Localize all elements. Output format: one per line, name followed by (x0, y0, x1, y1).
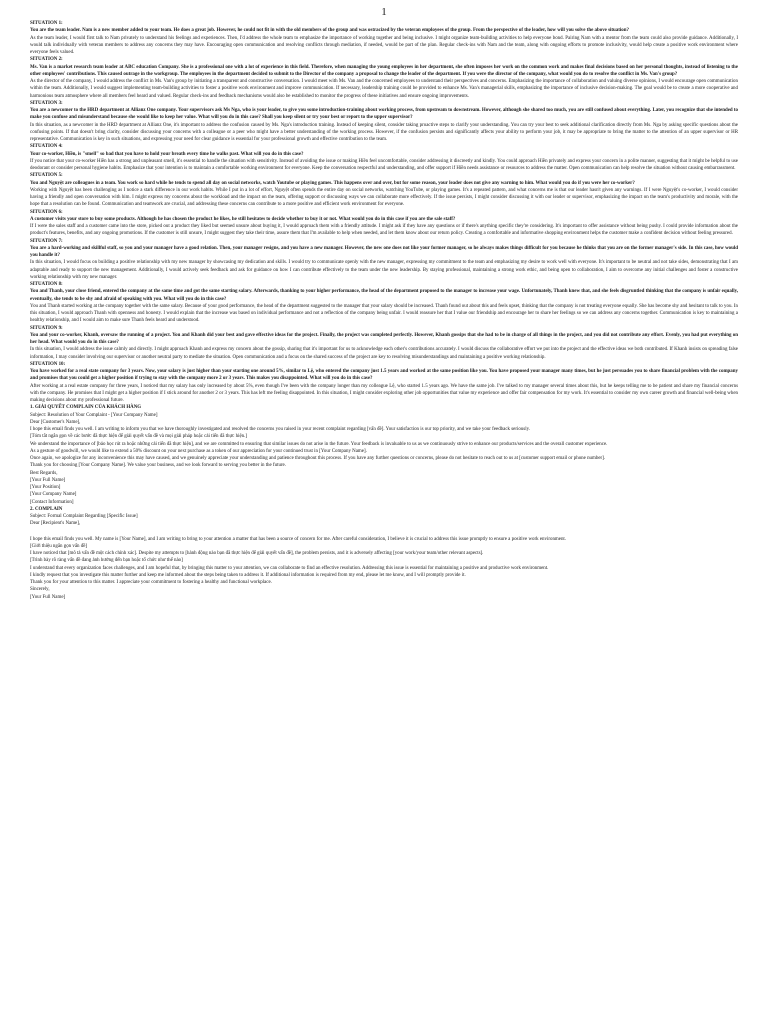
letter-line: Dear [Recipient's Name], (30, 521, 81, 527)
situation-question: You are a newcomer to the HRD department at Allianz One company. Your supervisors ask Ms Nga, who is your leader, to give you some introduction-training about working process, from upstream to downstream. However, although she shared too much, you are still confused about everything. Later, you recognize that she intended to make you confuse and misunderstand because she would like to keep her value. What will you do in this case? Shall you keep silent or try your best or report to the upper supervisor? (30, 108, 738, 121)
situation-heading: SITUATION 6: (30, 209, 63, 215)
situation-question: Ms. Van is a market research team leader at ABC education Company. She is a professional one with a lot of experience in this field. Therefore, when managing the young employees in her department, she often imposes her work on the common work and makes final decisions based on her personal thoughts, instead of listening to the other employees' contributions. This caused outrage in the workgroup. The employees in the department decided to submit to the Director of the company a proposal to change the leader of the department. If you were the director of the company, what would you do to resolve the conflict in Ms. Van's group? (30, 64, 738, 77)
situation-block (30, 361, 738, 405)
situation-question: A customer visits your store to buy some products. Although he has chosen the product he likes, he still hesitates to decide whether to buy it or not. What would you do in this case if you are the sale staff? (30, 216, 456, 222)
situation-question: You and your co-worker, Khanh, oversaw the running of a project. You and Khanh did your best and gave effective ideas for the project. Finally, the project was completed perfectly. However, Khanh gossips that she had to be in charge of all things in the project, and you did not contribute any effort. Evenly, you had put everything on her head. What would you do in this case? (30, 332, 738, 345)
letter-line: [Tóm tắt ngắn gọn về các bước đã thực hiện để giải quyết vấn đề và mọi giải pháp hoặc cải tiến đã thực hiện.] (30, 434, 247, 440)
letter-line: I hope this email finds you well. I am writing to inform you that we have thoroughly investigated and resolved the concerns you raised in your recent complaint regarding [vấn đề]. Your satisfaction is our top priority, and we take your feedback seriously. (30, 427, 530, 432)
letter-customer-complaint-resolution (30, 404, 738, 506)
letter-line: Subject: Resolution of Your Complaint - [Your Company Name] (30, 412, 158, 418)
letter-line: [Your Position] (30, 485, 61, 490)
situation-answer: Working with Nguyệt has been challenging as I notice a stark difference in our work habits. While I put in a lot of effort, Nguyệt often spends the entire day on social networks, watching YouTube, or playing games. It's a repeated pattern, and what concerns me is that our leader hasn't given any warnings. If I were Nguyệt's co-worker, I would consider having a friendly and open conversation with him. I might express my concerns about the workload and the impact on the team, offering support or discussing ways we can collaborate more effectively. If the issue persists, I might consider discussing it with our leader or supervisor, emphasizing the impact on the team's productivity and morale, with the hope that a resolution can be found. Communication and teamwork are crucial, and addressing these concerns can contribute to a more positive and efficient work environment for everyone. (30, 187, 738, 208)
situation-heading: SITUATION 5: (30, 173, 63, 179)
situation-block (30, 209, 738, 238)
situation-answer: In this situation, as a newcomer in the HRD department at Allianz One, it's important to address the confusion caused by Ms. Nga's introduction training. Instead of keeping silent, consider taking proactive steps to clarify your understanding. You can try your best to seek additional clarification directly from Ms. Nga by asking specific questions about the confusing points. If that doesn't bring clarity, consider discussing your concerns with a colleague or a peer who might have a better understanding of the working process. However, if the confusion persists and significantly affects your ability to perform your job, it may be appropriate to bring the matter to the attention of an upper supervisor or HR representative. Communication is key in such situations, and expressing your need for clear guidance is essential for your professional growth and effective contribution to the team. (30, 122, 738, 142)
letter1-body (30, 412, 738, 506)
situation-heading: SITUATION 3: (30, 100, 63, 106)
situation-answer: If I were the sales staff and a customer came into the store, picked out a product they liked but seemed unsure about buying it, I would approach them with a friendly attitude. I might ask if they have any questions or if there's anything specific they're considering. It's important to offer assistance without being pushy. I could provide information about the product's features, benefits, and any ongoing promotions. If the customer is still unsure, I might suggest they take their time, assure them that I'm available to help when needed, and let them know about our return policy. Creating a comfortable and informative shopping environment helps the customer make a confident decision without feeling pressured. (30, 224, 738, 237)
situation-answer: After working at a real estate company for three years, I noticed that my salary has only increased by about 5%, even though I've been with the company longer than my colleague Lệ, who started 1.5 years ago. We have the same job. I've talked to my manager several times about this, but he keeps telling me to be patient and share my financial concerns with the company. He promises that I might get a higher position if I stick around for another 2 or 3 years. This has left me feeling disappointed. In this situation, I might consider exploring other job opportunities that value my experience and offer fair compensation for my work. It's essential to consider my own career growth and financial well-being when making decisions about my professional future. (30, 383, 738, 403)
situation-block (30, 100, 738, 144)
letter-line: [Your Full Name] (30, 594, 66, 600)
situation-question: You are the team leader. Nam is a new member added to your team. He does a great job. However, he could not fit in with the old members of the group and was ostracized by the veteran employees of the group. From the perspective of the leader, how will you solve the above situation? (30, 28, 629, 34)
situation-heading: SITUATION 1: (30, 21, 63, 26)
letter-line: Once again, we apologize for any inconvenience this may have caused, and we genuinely appreciate your understanding and patience throughout this process. If you have any further questions or concerns, please do not hesitate to reach out to us at [customer support email or phone number]. (30, 456, 606, 461)
letter-line: [Contact Information] (30, 499, 74, 505)
situation-question: You and Nguyệt are colleagues in a team. You work so hard while he tends to spend all day on social networks, watch Youtube or playing games. This happens over and over, but for some reason, your leader does not give any warning to him. What would you do if you were her co-worker? (30, 180, 635, 186)
letter-line: Thank you for choosing [Your Company Name]. We value your business, and we look forward to serving you better in the future. (30, 463, 286, 469)
situation-answer: If you notice that your co-worker Hiền has a strong and unpleasant smell, it's essential to handle the situation with sensitivity. Instead of avoiding the issue or making Hiền feel uncomfortable, consider addressing it discreetly and kindly. You could approach Hiền privately and express your concern in a polite manner, suggesting that it might be helpful to use deodorant or consider personal hygiene habits. Emphasize that your intention is to maintain a comfortable working environment for everyone. Keep the conversation respectful and understanding, and offer support if Hiền needs assistance or resources to address the matter. Open communication can help resolve the situation without causing embarrassment. (30, 158, 738, 171)
situation-answer: In this situation, I would address the issue calmly and directly. I might approach Khanh and express my concern about the gossip, sharing that it's important for us to acknowledge each other's contributions accurately. I would discuss the collaborative effort we put into the project and the effective ideas we both contributed. If Khanh insists on spreading false information, I may consider involving our supervisor or another neutral party to mediate the situation. Open communication and a focus on the shared success of the project are key to resolving misunderstandings and maintaining a positive working relationship. (30, 347, 738, 360)
letter-line: I hope this email finds you well. My name is [Your Name], and I am writing to bring to your attention a matter that has been a source of concern for me. After careful consideration, I believe it is crucial to address this issue promptly to ensure a positive work environment. (30, 536, 567, 542)
letter-line: Dear [Customer's Name], (30, 419, 81, 425)
letter2-heading: 2. COMPLAIN (30, 506, 63, 512)
situation-block (30, 281, 738, 325)
letter-line: Sincerely, (30, 587, 50, 593)
situation-block (30, 325, 738, 361)
letter1-heading: 1. GIẢI QUYẾT COMPLAIN CỦA KHÁCH HÀNG (30, 405, 142, 411)
letter2-header-lines (30, 513, 738, 528)
situation-block (30, 143, 738, 172)
situation-question: Your co-worker, Hiền, is "smell" so bad that you have to hold your breath every time he walks past. What will you do in this case? (30, 151, 304, 157)
letter-line: [Your Company Name] (30, 492, 77, 498)
letter-line: Subject: Formal Complaint Regarding [Specific Issue] (30, 514, 138, 519)
letter-line: [Your Full Name] (30, 477, 66, 483)
letter-formal-complaint (30, 506, 738, 601)
letter-line: Best Regards, (30, 470, 58, 476)
situation-block (30, 172, 738, 208)
letter-line: I kindly request that you investigate this matter further and keep me informed about the steps being taken to address it. If additional information is required from my end, please let me know, and I will promptly provide it. (30, 572, 466, 578)
letter-line: Thank you for your attention to this matter. I appreciate your commitment to fostering a healthy and functional workplace. (30, 580, 272, 585)
situation-question: You are a hard-working and skillful staff, so you and your manager have a good relation. Then, your manager resigns, and you have a new manager. However, the new one does not like your former manager, so he always makes things difficult for you because he thinks that you are on the former manager's side. In this case, how would you handle it? (30, 245, 738, 258)
situation-question: You and Thanh, your close friend, entered the company at the same time and got the same starting salary. Afterwards, thanking to your higher performance, the head of the department proposed to the manager to increase your wage. Unfortunately, Thanh knew that, and she feels disgruntled thinking that the company is unfair equally, eventually, she tends to be shy and afraid of speaking with you. What will you do in this case? (30, 289, 738, 302)
letter-line: [Giới thiệu ngắn gọn vấn đề] (30, 543, 88, 549)
situation-heading: SITUATION 7: (30, 238, 63, 244)
situation-question: You have worked for a real state company for 3 years. Now, your salary is just higher than your starting one around 5%, similar to Lệ, who entered the company just 1.5 years and worked at the same position like you. You have proposed your manager many times, but he just persuades you to share financial problem with the company and promises that you could get a higher position if trying to stay with the company more 2 or 3 years. This makes you disappointed. What will you do in this case? (30, 369, 738, 382)
situation-answer: In this situation, I would focus on building a positive relationship with my new manager by showcasing my dedication and skills. I would try to communicate openly with the new manager, expressing my commitment to the team and emphasizing my desire to work well with everyone. It's important to be neutral and not take sides, demonstrating that I am adaptable and ready to support the new management. Additionally, I would actively seek feedback and ask for guidance on how I can contribute effectively to the team under the new leadership. By staying professional, maintaining a strong work ethic, and being open to collaboration, I aim to overcome any initial challenges and foster a constructive working relationship with my new manager. (30, 260, 738, 280)
situation-answer: As the team leader, I would first talk to Nam privately to understand his feelings and experiences. Then, I'd address the whole team to emphasize the importance of working together and being inclusive. I might organize team-building activities to help everyone bond. Pairing Nam with a mentor from the team could also provide guidance. Additionally, I would talk individually with veteran members to address any concerns they may have. Encouraging open communication and resolving conflicts through mediation, if needed, would be part of the plan. Regular check-ins with Nam and the team, along with ongoing efforts to promote inclusivity, would help create a positive work environment where everyone feels valued. (30, 35, 738, 55)
letter-line: I understand that every organization faces challenges, and I am hopeful that, by bringing this matter to your attention, we can collaborate to find an effective resolution. Addressing this issue is essential for maintaining a positive and productive work environment. (30, 565, 549, 571)
spacer (30, 528, 738, 536)
situation-heading: SITUATION 8: (30, 282, 63, 287)
letter-line: I have noticed that [mô tả vấn đề một cách chính xác]. Despite my attempts to [hành động nào bạn đã thực hiện để giải quyết vấn đề], the problem persists, and it is adversely affecting [your work/your team/other relevant aspects]. (30, 551, 484, 556)
situation-answer: As the director of the company, I would address the conflict in Ms. Van's group by initiating a transparent and constructive conversation. I would meet with Ms. Van and the concerned employees to understand their perspectives and concerns. Emphasizing the importance of collaboration and valuing diverse opinions, I would encourage open communication within the team. Additionally, I would suggest implementing team-building activities to foster a positive work environment and improve communication. If necessary, leadership training could be provided to enhance Ms. Van's managerial skills, emphasizing the importance of inclusive decision-making. The goal would be to create a more cooperative and harmonious team atmosphere where all members feel heard and valued. Regular check-ins and feedback mechanisms would also be established to monitor the progress of these initiatives and ensure ongoing improvements. (30, 79, 738, 99)
situation-block (30, 20, 738, 56)
situation-heading: SITUATION 10: (30, 361, 66, 367)
situation-block (30, 238, 738, 282)
letter2-body (30, 536, 738, 601)
situations-list (30, 20, 738, 404)
letter-line: We understand the importance of [bảo học rút ra hoặc những cải tiến đã thực hiện], and we are committed to ensuring that similar issues do not arise in the future. Your feedback is invaluable to us as we continuously strive to enhance our products/services and the overall customer experience. (30, 441, 608, 447)
situation-block (30, 56, 738, 100)
page-number: 1 (381, 6, 387, 18)
situation-answer: You and Thanh started working at the company together with the same salary. Because of your good performance, the head of the department suggested to the manager that your salary should be increased. Thanh found out about this and feels upset, thinking that the company is not treating everyone equally. She has become shy and hesitant to talk to you. In this situation, I would approach Thanh with openness and honesty. I would explain that the increase was based on individual performance and not a reflection of the company being unfair. I would reassure her that I value our friendship and encourage her to share her feelings so we can address any concerns together. Communication is key to maintaining a healthy relationship, and I would aim to make sure Thanh feels heard and understood. (30, 303, 738, 324)
letter-line: As a gesture of goodwill, we would like to extend a 50% discount on your next purchase as a token of our appreciation for your continued trust in [Your Company Name]. (30, 448, 367, 454)
situation-heading: SITUATION 9: (30, 325, 63, 331)
letter-line: [Trình bày rõ ràng vấn đề đang ảnh hưởng đến bạn hoặc tổ chức như thế nào] (30, 558, 183, 564)
situation-heading: SITUATION 4: (30, 144, 63, 150)
situation-heading: SITUATION 2: (30, 57, 63, 63)
